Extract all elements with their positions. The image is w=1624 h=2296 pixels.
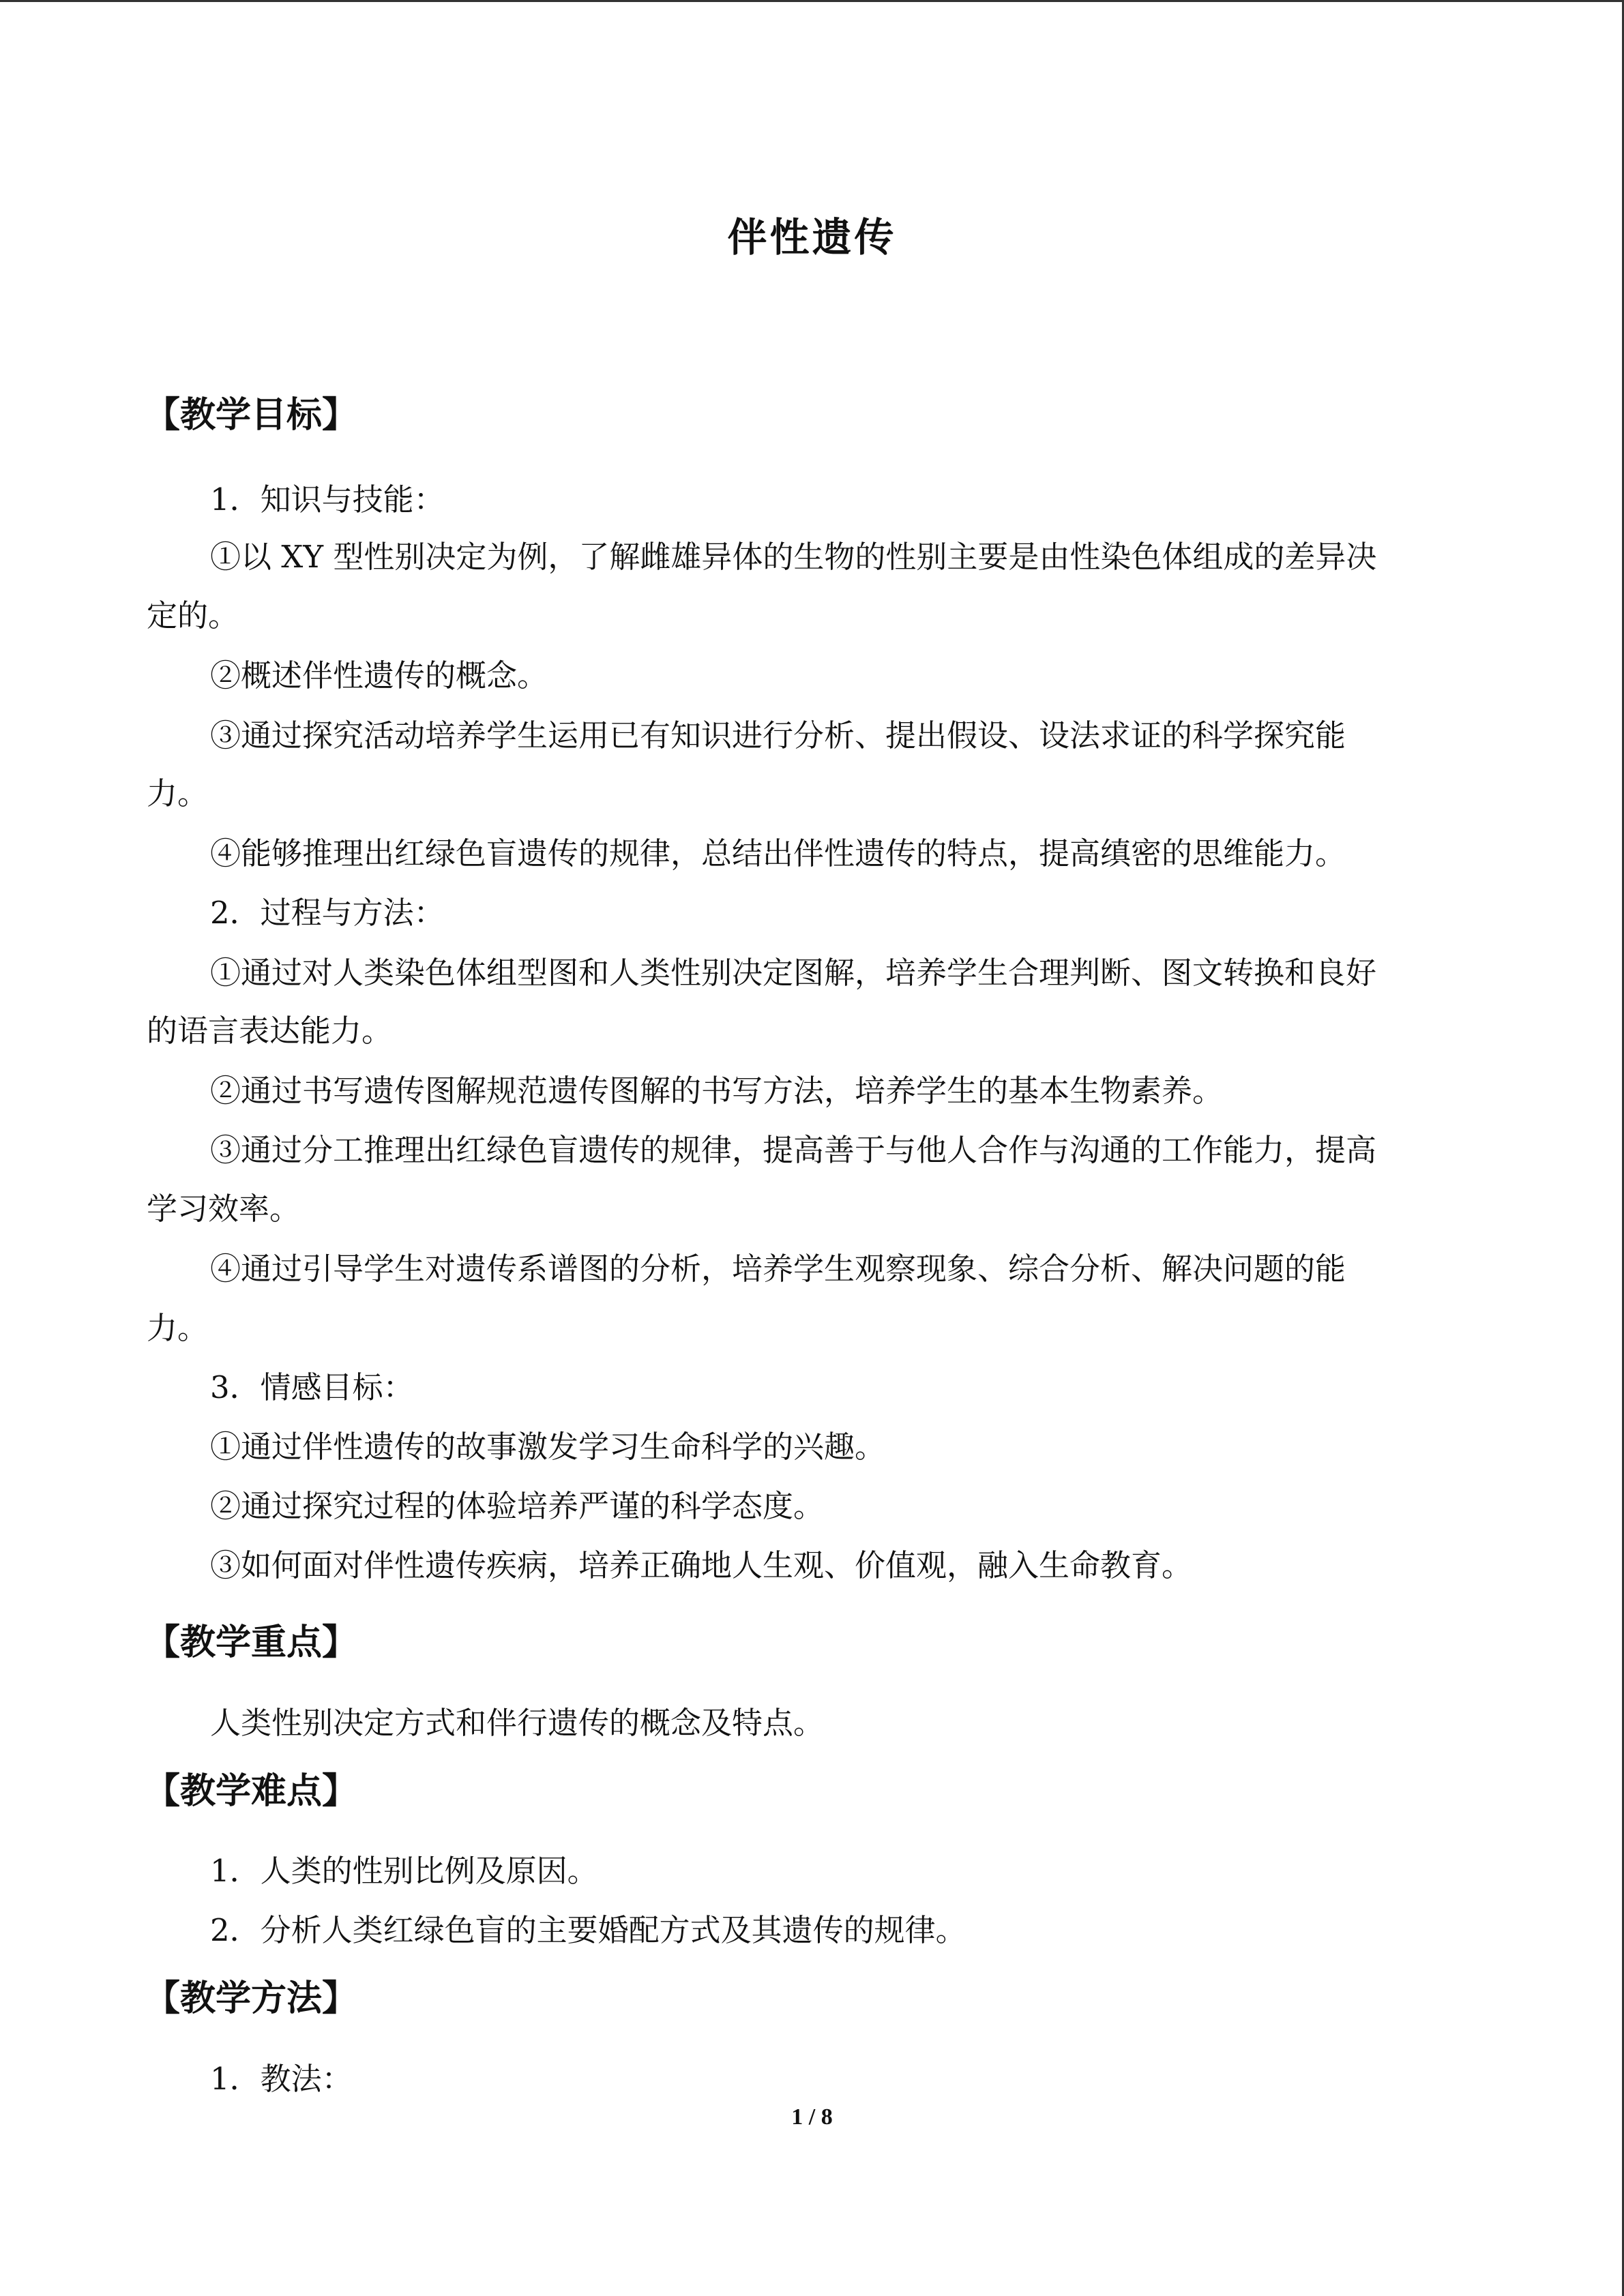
knowledge-label: 1．知识与技能： xyxy=(210,481,445,518)
knowledge-item: ④能够推理出红绿色盲遗传的规律，总结出伴性遗传的特点，提高缜密的思维能力。 xyxy=(210,835,1346,871)
methods-heading: 【教学方法】 xyxy=(145,1978,358,2019)
difficulty-item: 2．分析人类红绿色盲的主要婚配方式及其遗传的规律。 xyxy=(210,1912,966,1948)
emotion-label: 3．情感目标： xyxy=(210,1369,414,1405)
document-title: 伴性遗传 xyxy=(727,214,897,260)
process-item: ③通过分工推理出红绿色盲遗传的规律，提高善于与他人合作与沟通的工作能力，提高 xyxy=(210,1132,1377,1168)
method-item: 1．教法： xyxy=(210,2061,353,2097)
process-item: ①通过对人类染色体组型图和人类性别决定图解，培养学生合理判断、图文转换和良好 xyxy=(210,955,1377,991)
process-item: ②通过书写遗传图解规范遗传图解的书写方法，培养学生的基本生物素养。 xyxy=(210,1073,1224,1109)
process-item: 学习效率。 xyxy=(147,1191,301,1227)
process-label: 2．过程与方法： xyxy=(210,895,445,931)
process-item: ④通过引导学生对遗传系谱图的分析，培养学生观察现象、综合分析、解决问题的能 xyxy=(210,1251,1346,1287)
knowledge-item: 定的。 xyxy=(147,597,239,633)
key-points-text: 人类性别决定方式和伴行遗传的概念及特点。 xyxy=(210,1705,825,1741)
emotion-item: ②通过探究过程的体验培养严谨的科学态度。 xyxy=(210,1488,825,1524)
key-points-heading: 【教学重点】 xyxy=(145,1622,358,1663)
process-item: 力。 xyxy=(147,1310,209,1346)
page-indicator: 1 / 8 xyxy=(791,2104,833,2130)
objectives-heading: 【教学目标】 xyxy=(145,394,358,436)
emotion-item: ③如何面对伴性遗传疾病，培养正确地人生观、价值观，融入生命教育。 xyxy=(210,1547,1193,1583)
knowledge-item: 力。 xyxy=(147,775,209,811)
process-item: 的语言表达能力。 xyxy=(147,1013,393,1049)
knowledge-item: ③通过探究活动培养学生运用已有知识进行分析、提出假设、设法求证的科学探究能 xyxy=(210,717,1346,754)
emotion-item: ①通过伴性遗传的故事激发学习生命科学的兴趣。 xyxy=(210,1429,886,1465)
difficulties-heading: 【教学难点】 xyxy=(145,1770,358,1812)
knowledge-item: ①以 XY 型性别决定为例，了解雌雄异体的生物的性别主要是由性染色体组成的差异决 xyxy=(210,539,1377,575)
knowledge-item: ②概述伴性遗传的概念。 xyxy=(210,657,548,694)
difficulty-item: 1．人类的性别比例及原因。 xyxy=(210,1853,598,1889)
